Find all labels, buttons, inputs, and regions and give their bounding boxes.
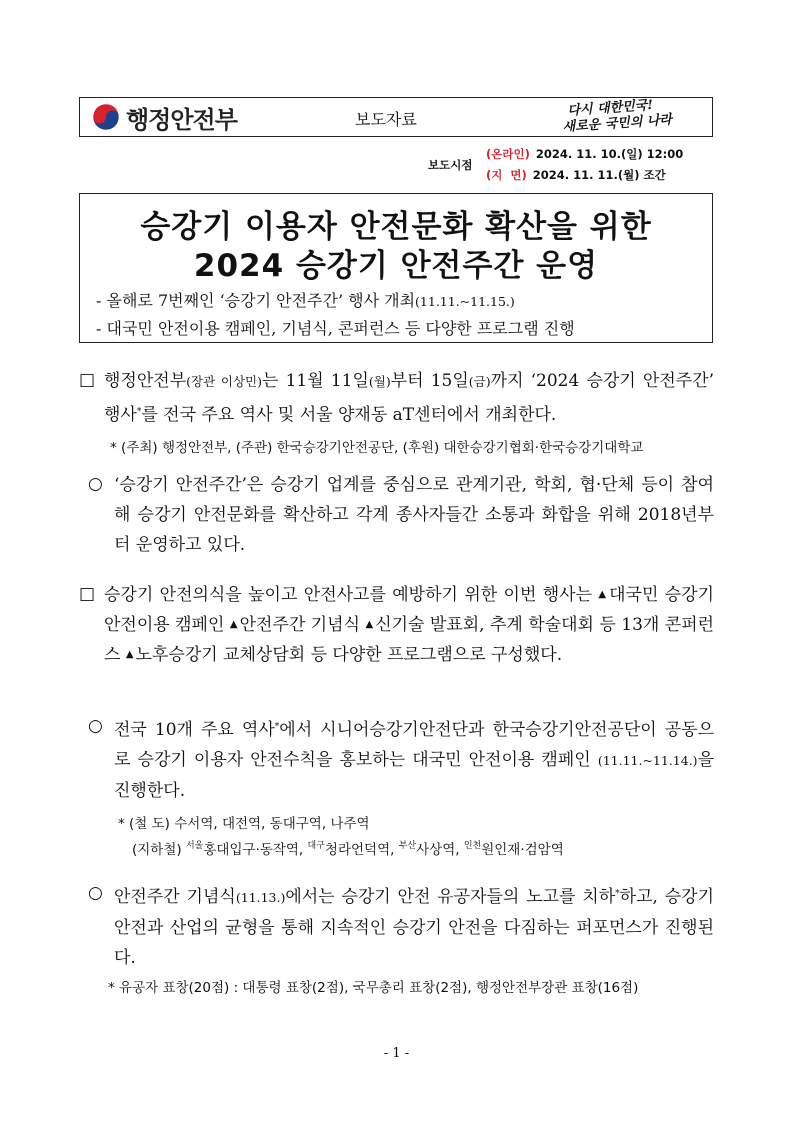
p1-text-e: 를 전국 주요 역사 및 서울 양재동 aT센터에서 개최한다. <box>141 405 557 425</box>
title-line1: 승강기 이용자 안전문화 확산을 위한 <box>140 209 652 245</box>
note2-incheon: 인천 <box>463 841 482 851</box>
release-online-row <box>486 146 683 162</box>
p3-text-a: 승강기 안전의식을 높이고 안전사고를 예방하기 위한 이번 행사는 <box>104 585 593 605</box>
circle-bullet: ○ <box>88 883 103 903</box>
release-online-tag: (온라인) <box>486 147 530 161</box>
triangle-bullet-icon: ▲ <box>125 649 134 660</box>
triangle-bullet-icon: ▲ <box>598 589 608 600</box>
note-1: * (주최) 행정안전부, (주관) 한국승강기안전공단, (후원) 대한승강기협회·한국승강기대학교 <box>110 440 644 456</box>
p3-item-consultation: 노후승강기 교체상담회 등 다양한 프로그램으로 구성했다. <box>135 645 563 665</box>
p5-text-b: 에서는 승강기 안전 유공자들의 노고를 치하 <box>285 887 616 907</box>
note2-daegu: 대구 <box>307 841 325 851</box>
note-2-line2 <box>132 838 564 858</box>
header-box <box>79 97 713 137</box>
circle-bullet: ○ <box>88 474 103 494</box>
p4-text-b: 에서 시니어승강기안전단과 한국승강기안전공단이 공동으로 승강기 이용자 안전수칙을 홍보하는 대국민 안전이용 캠페인 <box>114 720 714 770</box>
note2-prefix: (지하철) <box>132 842 182 858</box>
subtitle-1 <box>96 288 515 311</box>
ministry-name: 행정안전부 <box>126 105 237 134</box>
square-bullet: □ <box>79 584 96 604</box>
p5-text-c: 하고, 승강기 안전과 산업의 균형을 통해 지속적인 승강기 안전을 다짐하는 퍼포먼스가 진행된다. <box>114 887 715 968</box>
p1-text-a: 행정안전부 <box>104 371 187 391</box>
note2-seoul-stations: 홍대입구·동작역, <box>203 842 304 858</box>
p1-day-fri: (금) <box>468 374 491 389</box>
release-print-time: 2024. 11. 11.(월) 조간 <box>532 168 666 182</box>
note-3: * 유공자 표창(20점) : 대통령 표창(2점), 국무총리 표창(2점), 행정안전부장관 표창(16점) <box>108 980 639 996</box>
title-line2: 2024 승강기 안전주간 운영 <box>193 248 599 284</box>
p1-minister: (장관 이상민) <box>186 374 262 389</box>
p3-item-conference: 신기술 발표회, 추계 학술대회 등 13개 콘퍼런스 <box>104 615 715 665</box>
circle-bullet: ○ <box>88 716 103 736</box>
title-box <box>79 193 713 343</box>
square-bullet: □ <box>79 370 96 390</box>
p1-text-b: 는 11월 11일 <box>262 371 369 391</box>
paragraph-3 <box>104 580 714 670</box>
p4-text-a: 전국 10개 주요 역사 <box>114 720 275 740</box>
p4-dates: (11.11.~11.14.) <box>597 753 698 768</box>
p1-text-c: 부터 15일 <box>390 371 469 391</box>
p3-item-campaign: 대국민 승강기 안전이용 캠페인 <box>104 585 715 635</box>
note2-busan-stations: 사상역, <box>416 842 460 858</box>
p1-footnote-mark: * <box>136 407 142 417</box>
paragraph-2: ‘승강기 안전주간’은 승강기 업계를 중심으로 관계기관, 학회, 협·단체 등이 참여해 승강기 안전문화를 확산하고 각계 종사자들간 소통과 화합을 위해 2018년부터 운영하고 있다. <box>114 475 714 555</box>
ministry-logo <box>92 101 237 133</box>
subtitle-1-text: - 올해로 7번째인 ‘승강기 안전주간’ 행사 개최 <box>96 291 416 310</box>
p3-item-ceremony: 안전주간 기념식 <box>239 615 360 635</box>
p5-text-a: 안전주간 기념식 <box>114 887 236 907</box>
subtitle-2: - 대국민 안전이용 캠페인, 기념식, 콘퍼런스 등 다양한 프로그램 진행 <box>96 319 575 338</box>
slogan-line2: 새로운 국민의 나라 <box>562 112 673 136</box>
page-number: - 1 - <box>383 1046 410 1061</box>
triangle-bullet-icon: ▲ <box>229 619 238 630</box>
p1-day-mon: (월) <box>368 374 391 389</box>
release-print-row <box>486 167 666 183</box>
p4-text-c: 을 진행한다. <box>114 750 714 801</box>
note2-incheon-stations: 원인재·검암역 <box>481 842 564 858</box>
release-label: 보도시점 <box>428 158 473 172</box>
note-2-line1: * (철 도) 수서역, 대전역, 동대구역, 나주역 <box>118 816 370 832</box>
slogan-line1: 다시 대한민국! <box>567 97 654 119</box>
paragraph-1 <box>104 366 714 430</box>
taegeuk-logo-icon <box>92 103 120 131</box>
note2-busan: 부산 <box>398 841 417 851</box>
p5-footnote-mark: * <box>615 889 620 899</box>
note2-seoul: 서울 <box>185 841 204 851</box>
p4-footnote-mark: * <box>274 722 280 732</box>
subtitle-1-dates: (11.11.~11.15.) <box>415 294 515 309</box>
doc-type-label: 보도자료 <box>355 110 417 129</box>
release-online-time: 2024. 11. 10.(일) 12:00 <box>535 147 684 161</box>
triangle-bullet-icon: ▲ <box>365 619 374 630</box>
slogan <box>561 96 683 136</box>
paragraph-4 <box>114 712 714 806</box>
p5-date: (11.13.) <box>235 890 286 905</box>
release-print-tag: (지 면) <box>486 168 527 182</box>
paragraph-5 <box>114 879 714 973</box>
p1-text-d: 까지 ‘2024 승강기 안전주간’ 행사 <box>104 371 715 425</box>
note2-daegu-stations: 청라언덕역, <box>324 842 395 858</box>
